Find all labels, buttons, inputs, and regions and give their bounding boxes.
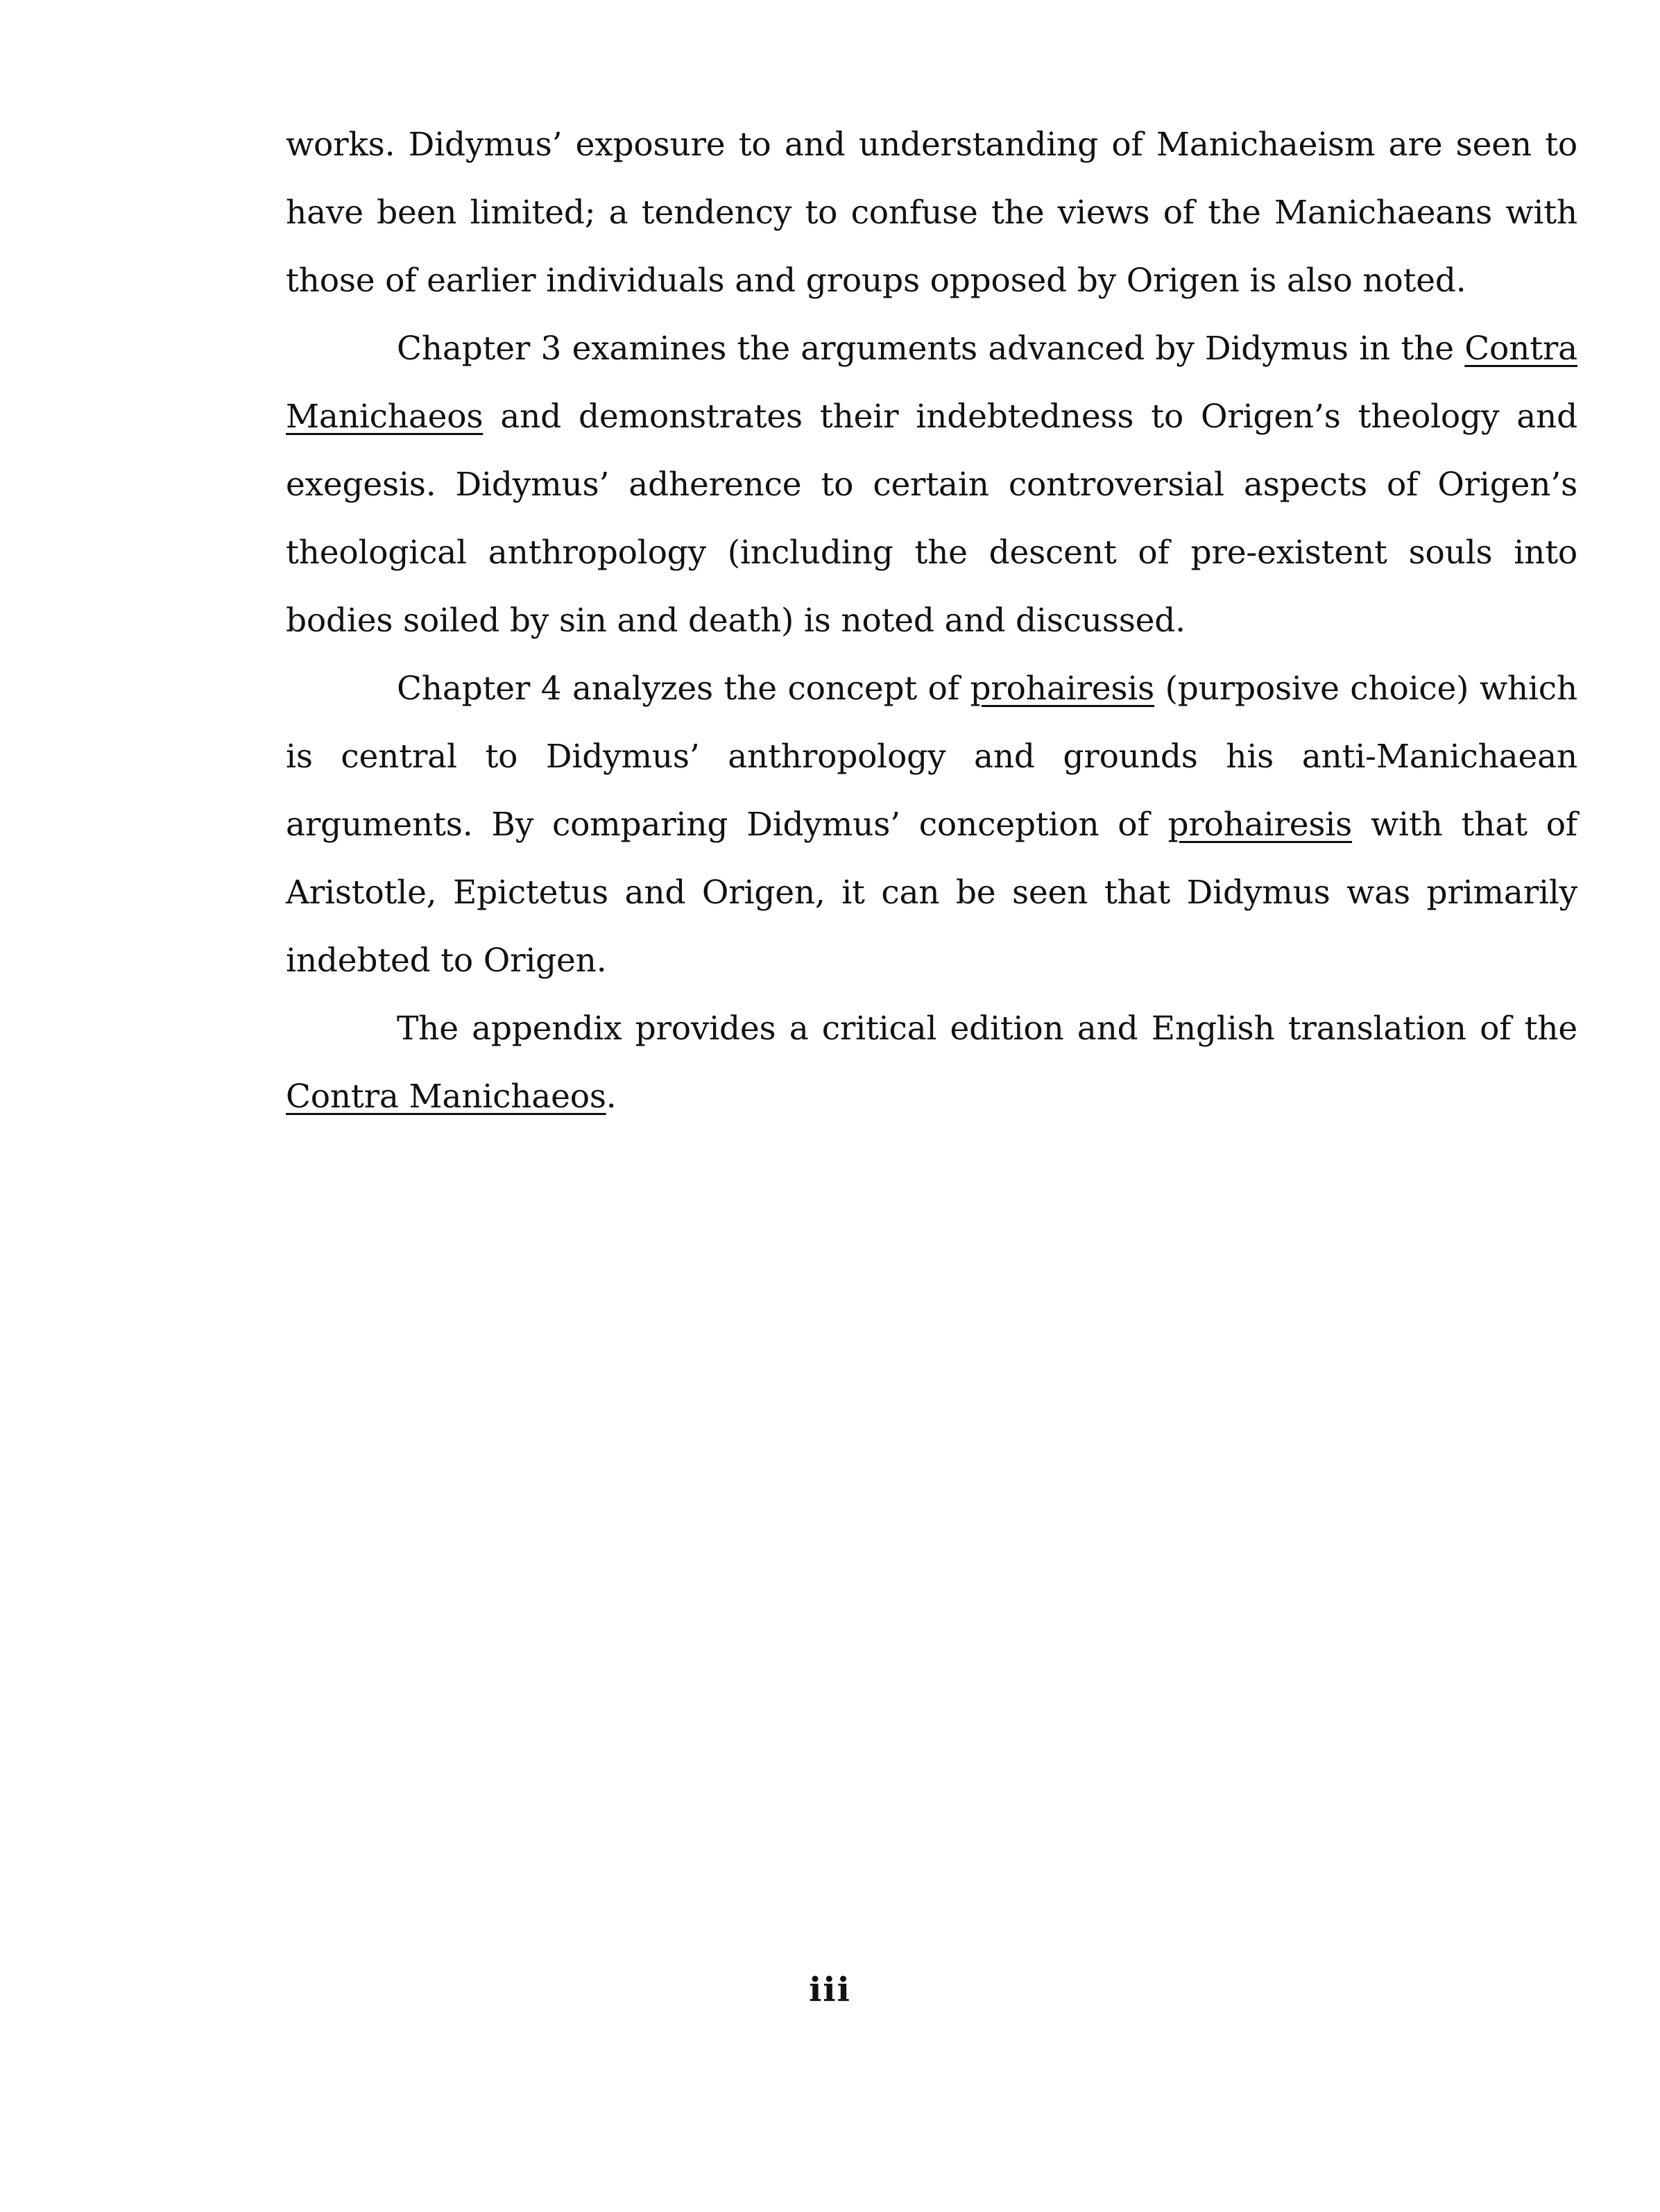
text-line: indebted to Origen. <box>286 942 607 980</box>
page-number: iii <box>809 1971 851 2009</box>
paragraph-start-appendix: The appendix provides a critical edition and English translation of the <box>397 1010 1577 1048</box>
body-text <box>286 111 1577 1131</box>
paragraph-start-chapter-4: Chapter 4 analyzes the concept of prohairesis (purposive choice) which <box>397 670 1577 708</box>
text-line: exegesis. Didymus’ adherence to certain controversial aspects of Origen’s <box>286 466 1577 504</box>
title-contra-manichaeos: Contra Manichaeos <box>286 1078 606 1116</box>
text-line: those of earlier individuals and groups opposed by Origen is also noted. <box>286 262 1466 300</box>
text-line: works. Didymus’ exposure to and understanding of Manichaeism are seen to <box>286 126 1577 164</box>
paragraph-start-chapter-3: Chapter 3 examines the arguments advanced by Didymus in the Contra <box>397 330 1577 368</box>
title-contra-manichaeos: Manichaeos <box>286 398 484 436</box>
term-prohairesis: prohairesis <box>970 670 1155 708</box>
title-contra-manichaeos: Contra <box>1464 330 1577 368</box>
term-prohairesis: prohairesis <box>1167 806 1353 844</box>
text-line: bodies soiled by sin and death) is noted and discussed. <box>286 602 1186 640</box>
text-line: is central to Didymus’ anthropology and grounds his anti-Manichaean <box>286 738 1577 776</box>
text-line: Manichaeos and demonstrates their indebtedness to Origen’s theology and <box>286 398 1577 436</box>
text-line: Aristotle, Epictetus and Origen, it can be seen that Didymus was primarily <box>286 874 1577 912</box>
text-line: have been limited; a tendency to confuse the views of the Manichaeans with <box>286 194 1577 232</box>
text-line: Contra Manichaeos. <box>286 1078 617 1116</box>
text-line: arguments. By comparing Didymus’ conception of prohairesis with that of <box>286 806 1577 844</box>
text-line: theological anthropology (including the descent of pre-existent souls into <box>286 534 1577 572</box>
